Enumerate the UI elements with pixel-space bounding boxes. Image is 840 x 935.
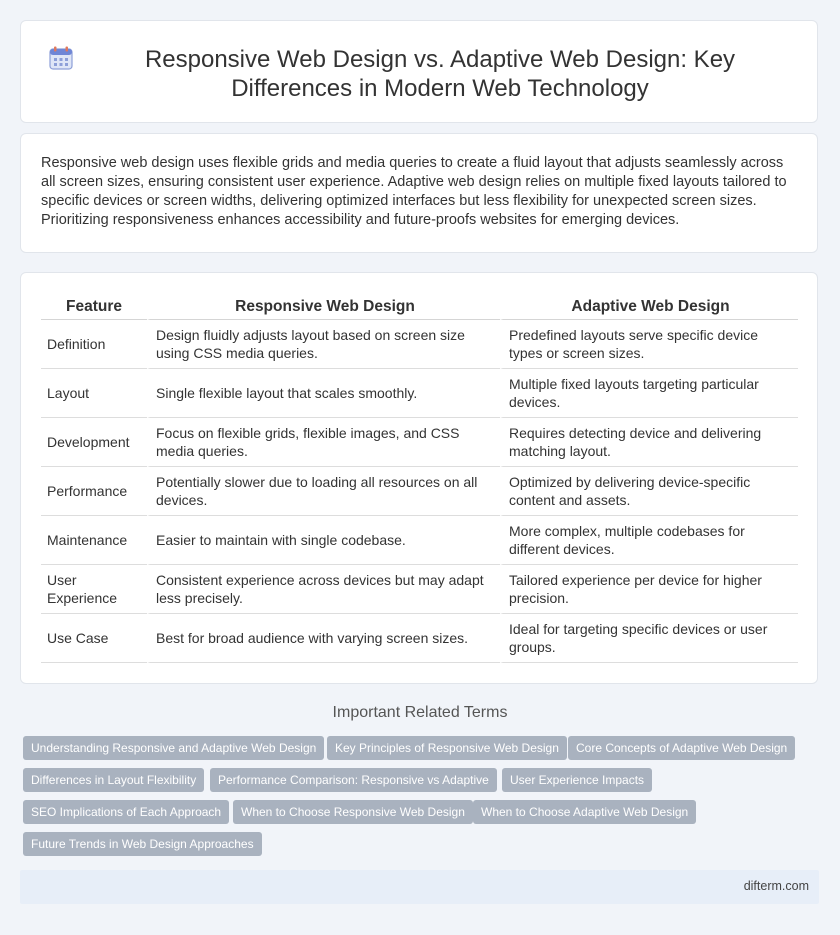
comparison-card xyxy=(20,272,818,684)
responsive-cell: Potentially slower due to loading all resources on all devices. xyxy=(147,467,500,516)
responsive-cell: Consistent experience across devices but may adapt less precisely. xyxy=(147,565,500,614)
related-terms-title: Important Related Terms xyxy=(332,704,508,721)
table-row xyxy=(41,565,798,614)
related-term-tag[interactable]: Performance Comparison: Responsive vs Adaptive xyxy=(210,768,497,792)
table-header-row xyxy=(41,295,798,320)
responsive-cell: Design fluidly adjusts layout based on screen size using CSS media queries. xyxy=(147,320,500,369)
adaptive-cell: More complex, multiple codebases for different devices. xyxy=(500,516,798,565)
calendar-icon xyxy=(48,45,74,71)
adaptive-cell: Optimized by delivering device-specific content and assets. xyxy=(500,467,798,516)
table-row xyxy=(41,418,798,467)
related-term-tag[interactable]: When to Choose Responsive Web Design xyxy=(233,800,473,824)
page-title: Responsive Web Design vs. Adaptive Web Design: Key Differences in Modern Web Technology xyxy=(144,46,736,102)
adaptive-cell: Requires detecting device and delivering matching layout. xyxy=(500,418,798,467)
related-term-tag[interactable]: Core Concepts of Adaptive Web Design xyxy=(568,736,795,760)
table-row xyxy=(41,369,798,418)
footer-site: difterm.com xyxy=(743,879,809,893)
column-header-adaptive: Adaptive Web Design xyxy=(500,295,798,320)
related-term-tag[interactable]: Understanding Responsive and Adaptive Web Design xyxy=(23,736,324,760)
responsive-cell: Easier to maintain with single codebase. xyxy=(147,516,500,565)
feature-cell: Development xyxy=(41,418,147,467)
responsive-cell: Best for broad audience with varying screen sizes. xyxy=(147,614,500,663)
feature-cell: Use Case xyxy=(41,614,147,663)
table-row xyxy=(41,467,798,516)
related-term-tag[interactable]: Key Principles of Responsive Web Design xyxy=(327,736,567,760)
adaptive-cell: Ideal for targeting specific devices or user groups. xyxy=(500,614,798,663)
related-term-tag[interactable]: Future Trends in Web Design Approaches xyxy=(23,832,262,856)
table-row xyxy=(41,516,798,565)
column-header-responsive: Responsive Web Design xyxy=(147,295,500,320)
feature-cell: Layout xyxy=(41,369,147,418)
adaptive-cell: Predefined layouts serve specific device types or screen sizes. xyxy=(500,320,798,369)
table-row xyxy=(41,614,798,663)
related-term-tag[interactable]: SEO Implications of Each Approach xyxy=(23,800,229,824)
related-term-tag[interactable]: When to Choose Adaptive Web Design xyxy=(473,800,696,824)
responsive-cell: Single flexible layout that scales smoothly. xyxy=(147,369,500,418)
responsive-cell: Focus on flexible grids, flexible images, and CSS media queries. xyxy=(147,418,500,467)
table-row xyxy=(41,320,798,369)
adaptive-cell: Multiple fixed layouts targeting particular devices. xyxy=(500,369,798,418)
feature-cell: Maintenance xyxy=(41,516,147,565)
adaptive-cell: Tailored experience per device for higher precision. xyxy=(500,565,798,614)
footer xyxy=(20,870,819,904)
intro-card xyxy=(20,133,818,253)
related-term-tag[interactable]: User Experience Impacts xyxy=(502,768,652,792)
related-term-tag[interactable]: Differences in Layout Flexibility xyxy=(23,768,204,792)
comparison-table xyxy=(41,295,798,663)
feature-cell: Performance xyxy=(41,467,147,516)
intro-paragraph: Responsive web design uses flexible grids and media queries to create a fluid layout that adjusts seamlessly across all screen sizes, ensuring consistent user experience. Adaptive web design relies on multiple fixed layouts tailored to specific devices or screen widths, delivering optimized interfaces but less flexibility for unexpected screen sizes. Prioritizing responsiveness enhances accessibility and future-proofs websites for emerging devices. xyxy=(41,155,787,228)
title-card xyxy=(20,20,818,123)
column-header-feature: Feature xyxy=(41,295,147,320)
feature-cell: User Experience xyxy=(41,565,147,614)
feature-cell: Definition xyxy=(41,320,147,369)
